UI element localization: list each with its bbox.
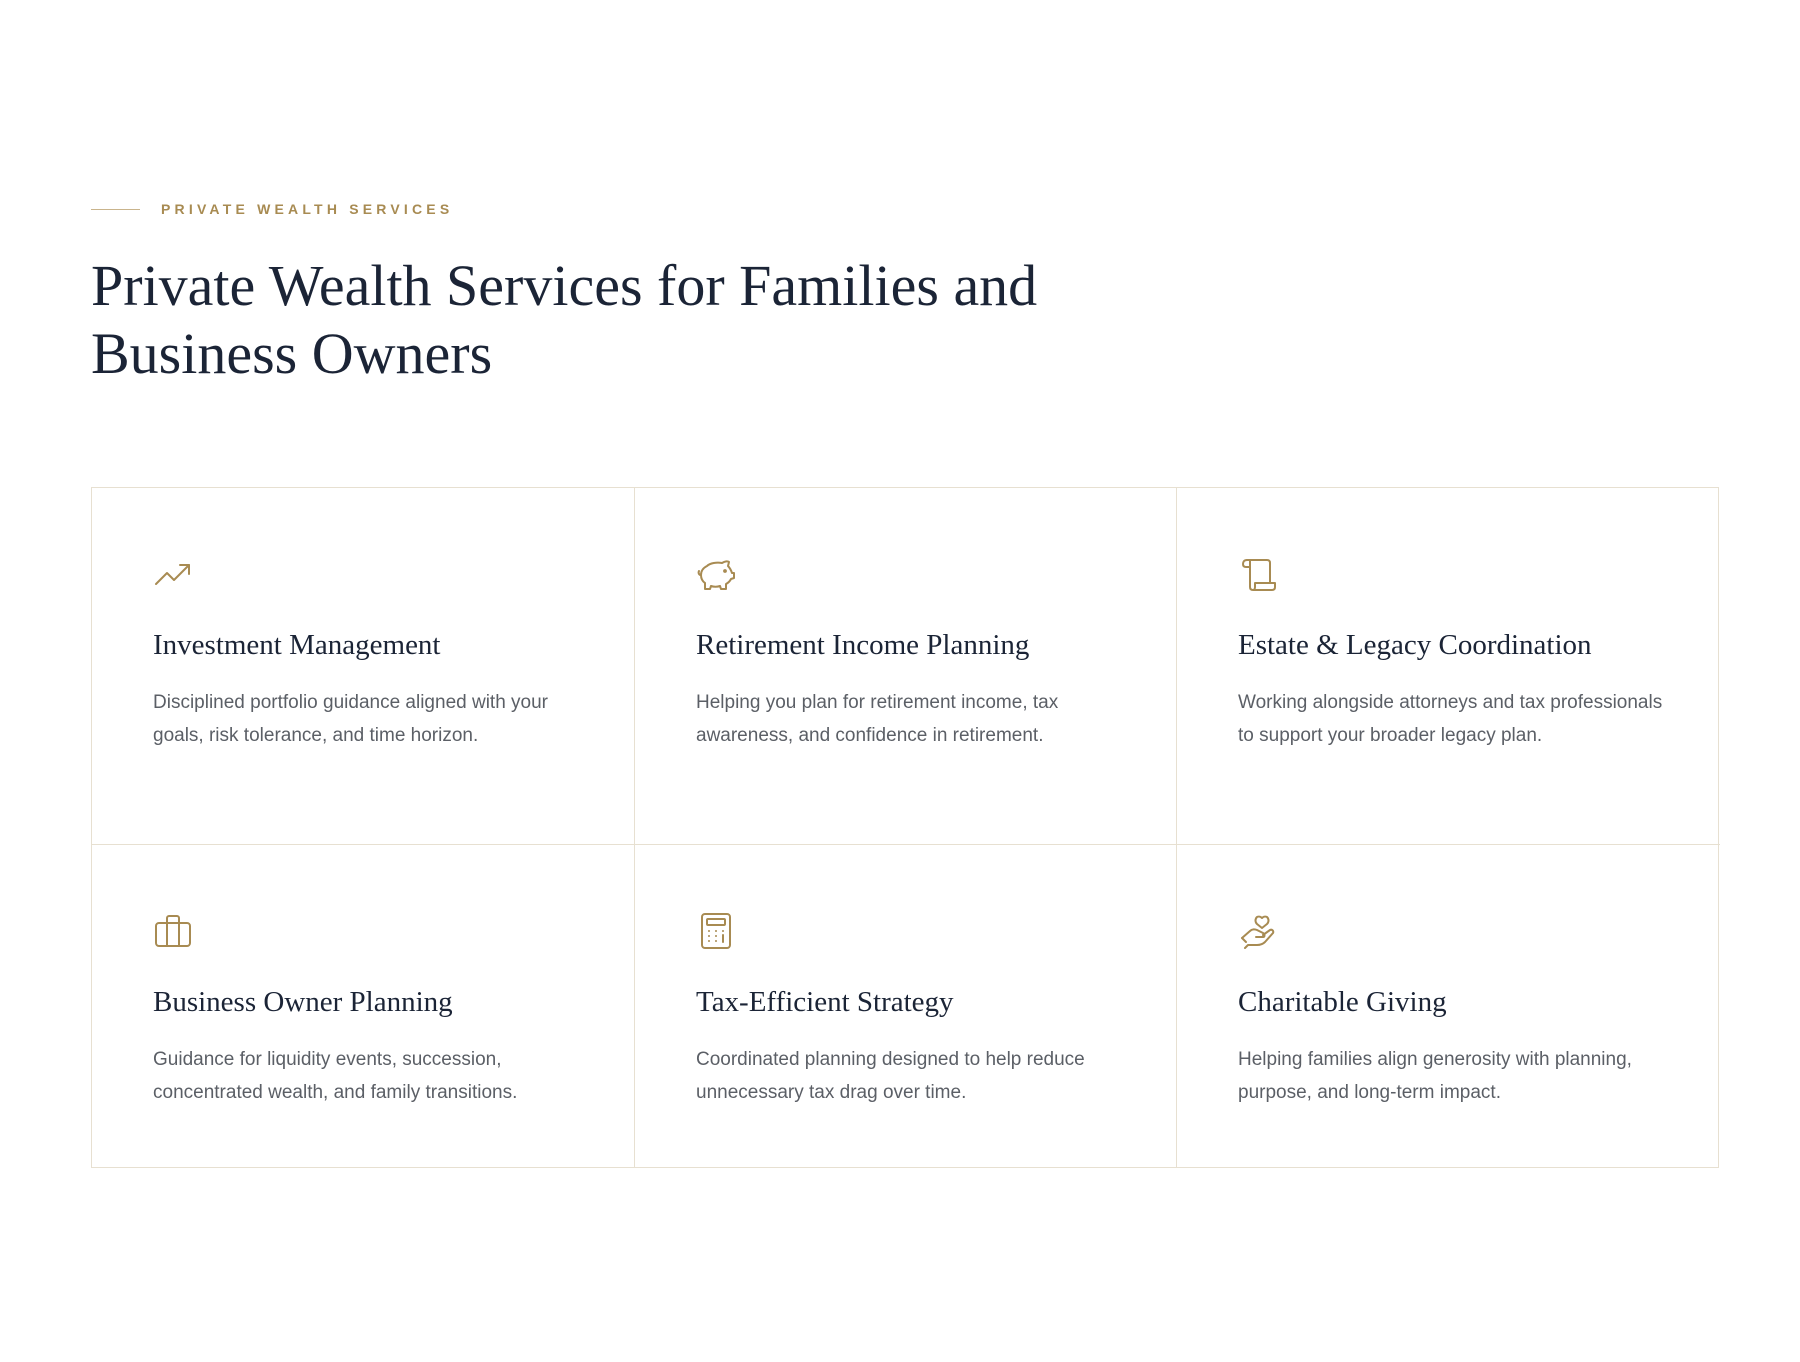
service-description: Guidance for liquidity events, succession, concentrated wealth, and family transitions. xyxy=(153,1049,518,1103)
eyebrow xyxy=(91,201,453,217)
service-title: Business Owner Planning xyxy=(153,986,453,1018)
service-title: Estate & Legacy Coordination xyxy=(1238,629,1592,661)
scroll-icon xyxy=(1238,554,1278,594)
service-card-estate-legacy-coordination[interactable] xyxy=(1176,488,1720,844)
eyebrow-divider xyxy=(91,209,140,210)
service-title: Tax-Efficient Strategy xyxy=(696,986,954,1018)
service-description: Helping families align generosity with planning, purpose, and long-term impact. xyxy=(1238,1049,1632,1103)
page-title: Private Wealth Services for Families and Business Owners xyxy=(91,253,1038,386)
service-card-charitable-giving[interactable] xyxy=(1176,844,1720,1167)
service-card-investment-management[interactable] xyxy=(92,488,634,844)
service-card-business-owner-planning[interactable] xyxy=(92,844,634,1167)
service-description: Coordinated planning designed to help reduce unnecessary tax drag over time. xyxy=(696,1049,1085,1103)
service-description: Disciplined portfolio guidance aligned with your goals, risk tolerance, and time horizon. xyxy=(153,692,549,746)
service-description: Working alongside attorneys and tax professionals to support your broader legacy plan. xyxy=(1238,692,1663,746)
piggy-bank-icon xyxy=(696,554,736,594)
briefcase-icon xyxy=(153,911,193,951)
calculator-icon xyxy=(696,911,736,951)
service-title: Investment Management xyxy=(153,629,441,661)
service-title: Retirement Income Planning xyxy=(696,629,1030,661)
hand-heart-icon xyxy=(1238,911,1278,951)
service-description: Helping you plan for retirement income, tax awareness, and confidence in retirement. xyxy=(696,692,1059,746)
service-card-tax-efficient-strategy[interactable] xyxy=(634,844,1176,1167)
services-grid xyxy=(91,487,1719,1168)
trending-up-icon xyxy=(153,554,193,594)
eyebrow-label: PRIVATE WEALTH SERVICES xyxy=(161,201,454,217)
service-card-retirement-income-planning[interactable] xyxy=(634,488,1176,844)
service-title: Charitable Giving xyxy=(1238,986,1447,1018)
